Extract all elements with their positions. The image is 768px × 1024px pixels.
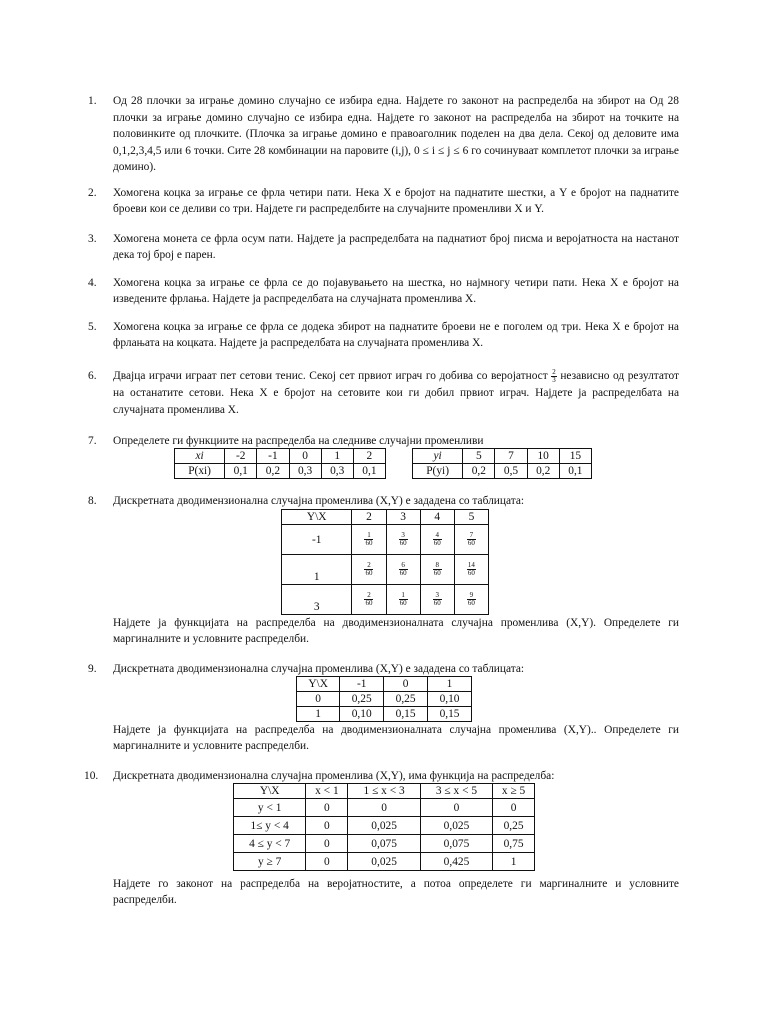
table-cell: 5 <box>463 449 495 464</box>
fraction <box>399 592 408 607</box>
table-cell: 0,3 <box>321 464 353 479</box>
table-row-header: -1 <box>282 525 352 555</box>
problem-number: 10. <box>84 770 99 782</box>
table-cell: 0,3 <box>289 464 321 479</box>
problem-number: 1. <box>88 95 97 107</box>
fraction <box>433 532 442 547</box>
problem-number: 2. <box>88 187 97 199</box>
fraction-denominator: 60 <box>365 599 373 607</box>
problem-text: Дискретната дводимензионална случајна променлива (X,Y), има функција на распределба: <box>113 770 555 782</box>
table-row-header: y ≥ 7 <box>234 853 306 871</box>
table-cell: 2 <box>353 449 385 464</box>
table-row <box>234 835 535 853</box>
fraction-denominator: 60 <box>433 569 441 577</box>
fraction <box>433 562 442 577</box>
table-row <box>282 555 489 585</box>
table-header-cell: -1 <box>340 677 384 692</box>
table-cell: 0,2 <box>463 464 495 479</box>
problem-text: Хомогена монета се фрла осум пати. Најдете ја распределбата на паднатиот број писма и веројатноста на настанот дека тој број е парен. <box>113 233 679 261</box>
table-cell: 10 <box>527 449 559 464</box>
table-header-cell: x < 1 <box>306 784 348 799</box>
fraction-numerator: 3 <box>399 532 408 540</box>
table-cell <box>386 555 420 585</box>
fraction <box>467 532 476 547</box>
table-cell <box>454 585 488 615</box>
fraction <box>364 562 373 577</box>
problem-9-followup: Најдете ја функцијата на распределба на дводимензионалната случајна променлива (X,Y).. Определете ги маргиналните и условните распределби. <box>113 724 679 752</box>
table-cell: 0,075 <box>420 835 492 853</box>
joint-probability-table-2 <box>296 676 472 722</box>
table-cell: -2 <box>225 449 257 464</box>
problem-number: 3. <box>88 233 97 245</box>
table-row-header: 4 ≤ y < 7 <box>234 835 306 853</box>
table-row-header: xi <box>175 449 225 464</box>
problem-number: 7. <box>88 435 97 447</box>
y-distribution-table <box>412 448 592 479</box>
table-cell: 0,2 <box>257 464 289 479</box>
table-header-cell: 3 <box>386 510 420 525</box>
problem-text: Хомогена коцка за играње се фрла четири пати. Нека X е бројот на паднатите шестки, а Y е бројот на паднатите броеви кои се деливи со три. Најдете ги распределбите на случајните променливи X и Y. <box>113 187 679 215</box>
table-cell: 0,5 <box>495 464 527 479</box>
fraction-numerator: 2 <box>364 592 373 600</box>
table-cell: 0,75 <box>493 835 535 853</box>
problem-text: Хомогена коцка за играње се фрла се додека збирот на паднатите броеви не е поголем од три. Нека X е бројот на фрлањата на коцката. Најдете ја распределбата на случајната променлива X. <box>113 321 679 349</box>
table-cell: 0,10 <box>340 707 384 722</box>
fraction-denominator: 60 <box>467 599 475 607</box>
fraction-numerator: 7 <box>467 532 476 540</box>
table-cell: 0 <box>348 799 420 817</box>
table-cell <box>386 585 420 615</box>
fraction-denominator: 60 <box>467 539 475 547</box>
fraction-numerator: 2 <box>364 562 373 570</box>
fraction-numerator: 14 <box>467 561 475 569</box>
table-header-cell: Y\X <box>234 784 306 799</box>
fraction <box>364 592 373 607</box>
problem-number: 8. <box>88 495 97 507</box>
table-cell: 0,25 <box>340 692 384 707</box>
problem-text-a: Двајца играчи играат пет сетови тенис. Секој сет првиот играч го добива со веројатност <box>113 370 548 382</box>
fraction-numerator: 6 <box>399 562 408 570</box>
fraction-denominator: 60 <box>433 599 441 607</box>
table-cell: 0 <box>306 817 348 835</box>
table-cell: 0,425 <box>420 853 492 871</box>
fraction-denominator: 60 <box>399 599 407 607</box>
fraction <box>433 592 442 607</box>
problem-10-followup: Најдете го законот на распределба на веројатностите, а потоа определете ги маргиналните и условните распределби. <box>113 878 679 906</box>
table-header-cell: 0 <box>384 677 428 692</box>
table-row <box>234 799 535 817</box>
fraction-numerator: 3 <box>433 592 442 600</box>
table-cell: 0,15 <box>428 707 472 722</box>
table-cell <box>420 585 454 615</box>
table-cell: 0,15 <box>384 707 428 722</box>
table-header-cell: 3 ≤ x < 5 <box>420 784 492 799</box>
fraction <box>399 532 408 547</box>
x-distribution-table <box>174 448 386 479</box>
problem-number: 6. <box>88 370 97 382</box>
table-row-header: P(yi) <box>413 464 463 479</box>
fraction-numerator: 8 <box>433 562 442 570</box>
problem-8-followup: Најдете ја функцијата на распределба на дводимензионалната случајна променлива (X,Y). Определете ги маргиналните и условните распределби. <box>113 617 679 645</box>
fraction-denominator: 60 <box>365 539 373 547</box>
table-row <box>234 817 535 835</box>
table-row-header: 0 <box>297 692 340 707</box>
table-cell <box>454 525 488 555</box>
problem-number: 5. <box>88 321 97 333</box>
table-cell: 1 <box>321 449 353 464</box>
table-cell: 0 <box>306 853 348 871</box>
table-cell <box>352 585 386 615</box>
fraction-denominator: 60 <box>467 569 475 577</box>
table-header-cell: Y\X <box>297 677 340 692</box>
table-row-header: 3 <box>282 585 352 615</box>
table-header-cell: 4 <box>420 510 454 525</box>
table-cell: 0 <box>289 449 321 464</box>
table-header-row <box>234 784 535 799</box>
problem-text <box>113 368 679 419</box>
table-cell: 15 <box>559 449 591 464</box>
fraction <box>364 532 373 547</box>
table-cell: 0,025 <box>420 817 492 835</box>
table-header-cell: x ≥ 5 <box>493 784 535 799</box>
table-header-row <box>297 677 472 692</box>
problem-text: Определете ги функциите на распределба на следниве случајни променливи <box>113 435 484 447</box>
table-row <box>234 853 535 871</box>
fraction-numerator: 2 <box>552 367 556 376</box>
table-row-header: 1 <box>297 707 340 722</box>
table-cell <box>352 555 386 585</box>
problem-text: Хомогена коцка за играње се фрла се до појавувањето на шестка, но најмногу четири пати. Нека X е бројот на изведените фрлања. Најдете ја распределбата на случајната променлива X. <box>113 277 679 305</box>
distribution-function-table <box>233 783 535 871</box>
problem-text: Дискретната дводимензионална случајна променлива (X,Y) е зададена со таблицата: <box>113 495 525 507</box>
problem-number: 9. <box>88 663 97 675</box>
fraction-denominator: 60 <box>365 569 373 577</box>
table-cell: 0,025 <box>348 817 420 835</box>
table-row <box>282 525 489 555</box>
fraction-numerator: 9 <box>467 592 476 600</box>
table-cell: 0,075 <box>348 835 420 853</box>
table-cell: 1 <box>493 853 535 871</box>
fraction <box>399 562 408 577</box>
fraction-denominator: 3 <box>552 375 556 384</box>
table-cell: 7 <box>495 449 527 464</box>
table-cell: 0 <box>493 799 535 817</box>
table-row-header: 1 <box>282 555 352 585</box>
problem-number: 4. <box>88 277 97 289</box>
table-cell: 0 <box>420 799 492 817</box>
table-row <box>282 585 489 615</box>
fraction <box>467 562 476 577</box>
table-cell: 0,25 <box>384 692 428 707</box>
table-header-cell: Y\X <box>282 510 352 525</box>
table-row <box>297 707 472 722</box>
table-header-row <box>282 510 489 525</box>
table-row-header: yi <box>413 449 463 464</box>
table-header-cell: 1 <box>428 677 472 692</box>
table-row-header: 1≤ y < 4 <box>234 817 306 835</box>
fraction-denominator: 60 <box>399 539 407 547</box>
table-header-cell: 1 ≤ x < 3 <box>348 784 420 799</box>
fraction-denominator: 60 <box>399 569 407 577</box>
table-cell <box>386 525 420 555</box>
table-cell: 0 <box>306 835 348 853</box>
fraction-numerator: 1 <box>364 532 373 540</box>
table-cell: 0,1 <box>353 464 385 479</box>
table-cell: -1 <box>257 449 289 464</box>
table-cell <box>454 555 488 585</box>
table-cell <box>352 525 386 555</box>
fraction <box>467 592 476 607</box>
fraction-numerator: 4 <box>433 532 442 540</box>
table-row <box>297 692 472 707</box>
table-cell <box>420 555 454 585</box>
table-cell: 0,1 <box>559 464 591 479</box>
problem-text: Од 28 плочки за играње домино случајно се избира една. Најдете го законот на распределба на збирот на Од 28 плочки за играње домино случајно се избира една. Најдете го законот на распределба на збирот на точките на половинките од плочките. (Плочка за играње домино е правоаголник поделен на два дела. Секој од деловите има 0,1,2,3,4,5 или 6 точки. Сите 28 комбинации на паровите (i,j), 0 ≤ i ≤ j ≤ 6 го сочинуваат комплетот плочки за играње домино). <box>113 95 679 173</box>
table-cell: 0,2 <box>527 464 559 479</box>
fraction-numerator: 1 <box>399 592 408 600</box>
joint-probability-table <box>281 509 489 615</box>
table-cell: 0,1 <box>225 464 257 479</box>
fraction <box>551 369 557 384</box>
table-row-header: P(xi) <box>175 464 225 479</box>
table-cell: 0,25 <box>493 817 535 835</box>
fraction-denominator: 60 <box>433 539 441 547</box>
problem-text-b: независно од резултатот на останатите сетови. Нека X е бројот на сетовите кои ги добил првиот играч. Најдете ја распределбата на случајната променлива X. <box>113 370 679 416</box>
table-header-cell: 5 <box>454 510 488 525</box>
table-cell: 0 <box>306 799 348 817</box>
table-row-header: y < 1 <box>234 799 306 817</box>
table-cell: 0,10 <box>428 692 472 707</box>
table-cell <box>420 525 454 555</box>
table-cell: 0,025 <box>348 853 420 871</box>
table-header-cell: 2 <box>352 510 386 525</box>
problem-text: Дискретната дводимензионална случајна променлива (X,Y) е зададена со таблицата: <box>113 663 525 675</box>
